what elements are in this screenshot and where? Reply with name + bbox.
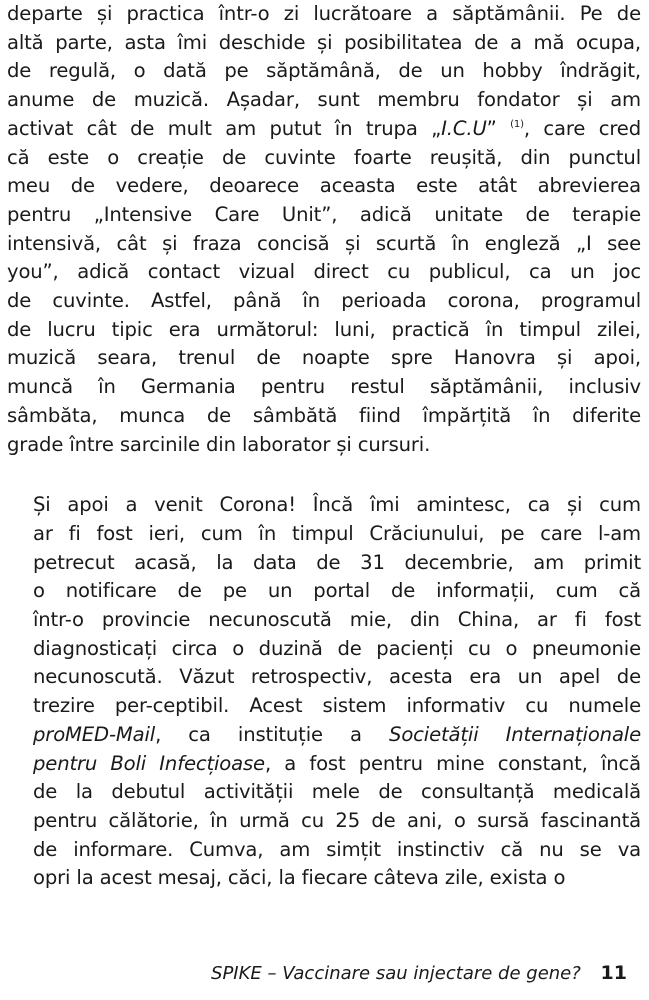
text-line bbox=[7, 373, 641, 402]
text-line bbox=[7, 864, 641, 893]
text-segment: într-o provincie necunoscută mie, din China, ar fi fost bbox=[33, 608, 641, 632]
text-line bbox=[7, 201, 641, 230]
paragraph-1 bbox=[7, 0, 641, 459]
text-segment: muzică seara, trenul de noapte spre Hanovra și apoi, bbox=[7, 346, 641, 370]
paragraph-2 bbox=[7, 491, 641, 893]
italic-text: I.C.U bbox=[441, 116, 487, 140]
text-segment: că este o creație de cuvinte foarte reușită, din punctul bbox=[7, 145, 641, 169]
text-line bbox=[7, 807, 641, 836]
text-line bbox=[7, 431, 641, 460]
text-segment: ” bbox=[486, 116, 511, 140]
text-line bbox=[7, 520, 641, 549]
text-segment: sâmbăta, munca de sâmbătă fiind împărțită în diferite bbox=[7, 403, 641, 427]
text-line bbox=[7, 692, 641, 721]
text-segment: de la debutul activității mele de consultanță medicală bbox=[33, 780, 641, 804]
text-segment: , a fost pentru mine constant, încă bbox=[264, 751, 642, 775]
page-number: 11 bbox=[600, 962, 627, 984]
text-line bbox=[7, 287, 641, 316]
text-segment: meu de vedere, deoarece aceasta este atât abrevierea bbox=[7, 174, 641, 198]
text-segment: diagnosticați circa o duzină de pacienți cu o pneumonie bbox=[33, 636, 641, 660]
text-line bbox=[7, 344, 641, 373]
text-line bbox=[7, 606, 641, 635]
text-segment: muncă în Germania pentru restul săptămânii, inclusiv bbox=[7, 375, 641, 399]
text-line bbox=[7, 491, 641, 520]
text-segment: intensivă, cât și fraza concisă și scurtă în engleză „I see bbox=[7, 231, 641, 255]
text-segment: pentru călătorie, în urmă cu 25 de ani, o sursă fascinantă bbox=[33, 808, 641, 832]
page-body bbox=[7, 0, 641, 893]
text-segment: de lucru tipic era următorul: luni, practică în timpul zilei, bbox=[7, 317, 641, 341]
text-segment: o notificare de pe un portal de informații, cum că bbox=[33, 579, 641, 603]
footnote-marker: (1) bbox=[510, 118, 524, 130]
text-line bbox=[7, 29, 641, 58]
text-line bbox=[7, 402, 641, 431]
text-segment: pentru „Intensive Care Unit”, adică unitate de terapie bbox=[7, 202, 641, 226]
text-segment: anume de muzică. Așadar, sunt membru fondator și am bbox=[7, 88, 641, 112]
text-line bbox=[7, 172, 641, 201]
italic-text: pentru Boli Infecțioase bbox=[33, 751, 265, 775]
text-segment: activat cât de mult am putut în trupa „ bbox=[7, 116, 442, 140]
italic-text: proMED-Mail bbox=[33, 722, 156, 746]
text-line bbox=[7, 750, 641, 779]
text-line bbox=[7, 258, 641, 287]
text-line bbox=[7, 577, 641, 606]
text-segment: opri la acest mesaj, căci, la fiecare câteva zile, exista o bbox=[33, 866, 566, 890]
text-segment: ar fi fost ieri, cum în timpul Crăciunului, pe care l-am bbox=[33, 521, 641, 545]
text-segment: de informare. Cumva, am simțit instinctiv că nu se va bbox=[33, 837, 641, 861]
text-line bbox=[7, 230, 641, 259]
text-line bbox=[7, 663, 641, 692]
text-segment: grade între sarcinile din laborator și cursuri. bbox=[7, 432, 431, 456]
text-segment: you”, adică contact vizual direct cu publicul, ca un joc bbox=[7, 260, 641, 284]
text-line bbox=[7, 316, 641, 345]
text-segment: necunoscută. Văzut retrospectiv, acesta era un apel de bbox=[33, 665, 641, 689]
text-segment: de cuvinte. Astfel, până în perioada corona, programul bbox=[7, 289, 641, 313]
text-line bbox=[7, 836, 641, 865]
text-line bbox=[7, 778, 641, 807]
text-segment: Și apoi a venit Corona! Încă îmi amintesc, ca și cum bbox=[33, 493, 641, 517]
book-title: SPIKE – Vaccinare sau injectare de gene? bbox=[211, 963, 581, 984]
text-line bbox=[7, 721, 641, 750]
text-line bbox=[7, 57, 641, 86]
text-segment: altă parte, asta îmi deschide și posibilitatea de a mă ocupa, bbox=[7, 30, 641, 54]
text-line bbox=[7, 144, 641, 173]
text-line bbox=[7, 549, 641, 578]
text-segment: petrecut acasă, la data de 31 decembrie, am primit bbox=[33, 550, 641, 574]
text-line bbox=[7, 0, 641, 29]
text-segment: trezire per-ceptibil. Acest sistem informativ cu numele bbox=[33, 694, 641, 718]
text-line bbox=[7, 86, 641, 115]
text-line bbox=[7, 635, 641, 664]
text-line bbox=[7, 115, 641, 144]
italic-text: Societății Internaționale bbox=[389, 722, 641, 746]
text-segment: , care cred bbox=[523, 116, 641, 140]
text-segment: , ca instituție a bbox=[155, 722, 390, 746]
page-footer bbox=[211, 962, 627, 984]
text-segment: de regulă, o dată pe săptămână, de un hobby îndrăgit, bbox=[7, 59, 641, 83]
text-segment: departe și practica într-o zi lucrătoare a săptămânii. Pe de bbox=[7, 2, 641, 25]
